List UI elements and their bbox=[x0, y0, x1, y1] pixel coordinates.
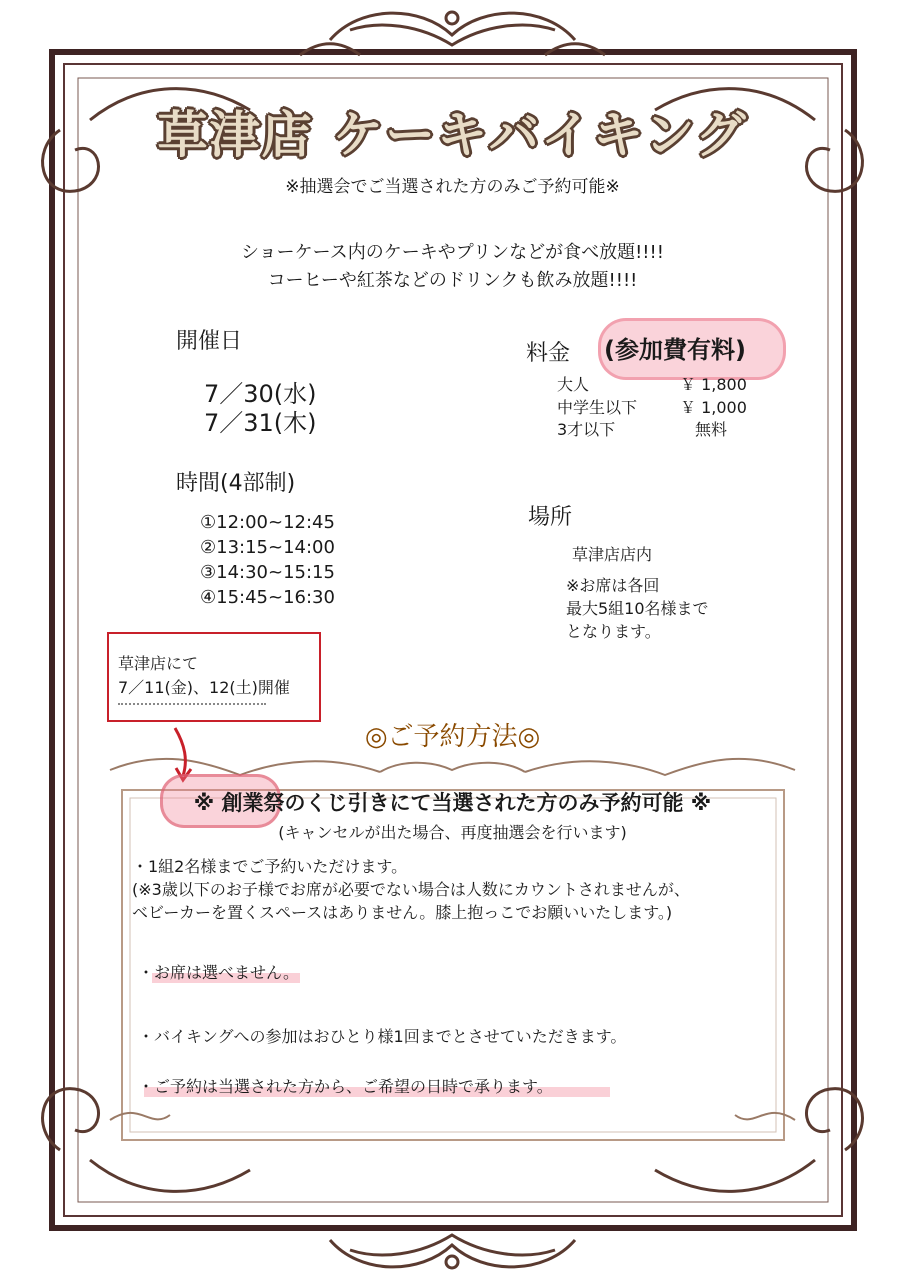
fee-label: 中学生以下 bbox=[557, 398, 638, 417]
fee-label: 大人 bbox=[557, 375, 590, 394]
intro-line: コーヒーや紅茶などのドリンクも飲み放題!!!! bbox=[267, 270, 638, 291]
date-item: 7／31(木) bbox=[204, 409, 317, 437]
wavy-underline bbox=[118, 697, 266, 705]
fee-price: ￥ 1,000 bbox=[680, 398, 747, 417]
fee-note: (参加費有料) bbox=[604, 336, 746, 364]
time-slot: ④15:45~16:30 bbox=[200, 587, 335, 608]
rule-item: (※3歳以下のお子様でお席が必要でない場合は人数にカウントされませんが、 bbox=[132, 880, 690, 899]
page-title: 草津店 ケーキバイキング bbox=[157, 106, 748, 164]
time-slot: ②13:15~14:00 bbox=[200, 537, 335, 558]
date-item: 7／30(水) bbox=[204, 380, 317, 408]
place-note: 最大5組10名様まで bbox=[566, 599, 709, 618]
fee-heading: 料金 bbox=[526, 341, 571, 366]
fee-price: 無料 bbox=[695, 420, 728, 439]
fee-price: ￥ 1,800 bbox=[680, 375, 747, 394]
place-note: ※お席は各回 bbox=[566, 576, 660, 595]
rule-item: ・お席は選べません。 bbox=[138, 963, 299, 982]
rule-item: ・バイキングへの参加はおひとり様1回までとさせていただきます。 bbox=[138, 1027, 627, 1046]
subtitle: ※抽選会でご当選された方のみご予約可能※ bbox=[285, 177, 620, 197]
intro-line: ショーケース内のケーキやプリンなどが食べ放題!!!! bbox=[241, 242, 664, 263]
time-slot: ①12:00~12:45 bbox=[200, 512, 335, 533]
place-name: 草津店店内 bbox=[572, 545, 653, 564]
place-note: となります。 bbox=[566, 622, 661, 641]
dates-heading: 開催日 bbox=[176, 329, 243, 354]
rule-item: ・1組2名様までご予約いただけます。 bbox=[132, 857, 408, 876]
fee-label: 3才以下 bbox=[557, 420, 616, 439]
notice-line: 草津店にて bbox=[118, 654, 199, 673]
lottery-condition: ※ 創業祭のくじ引きにて当選された方のみ予約可能 ※ bbox=[193, 791, 712, 815]
notice-line: 7／11(金)、12(土)開催 bbox=[118, 678, 290, 697]
rule-item: ベビーカーを置くスペースはありません。膝上抱っこでお願いいたします。) bbox=[132, 903, 673, 922]
rule-item: ・ご予約は当選された方から、ご希望の日時で承ります。 bbox=[138, 1077, 553, 1096]
place-heading: 場所 bbox=[528, 505, 573, 530]
cancel-note: (キャンセルが出た場合、再度抽選会を行います) bbox=[278, 823, 627, 842]
method-title: ◎ご予約方法◎ bbox=[364, 722, 541, 752]
time-slot: ③14:30~15:15 bbox=[200, 562, 335, 583]
times-heading: 時間(4部制) bbox=[176, 471, 296, 496]
